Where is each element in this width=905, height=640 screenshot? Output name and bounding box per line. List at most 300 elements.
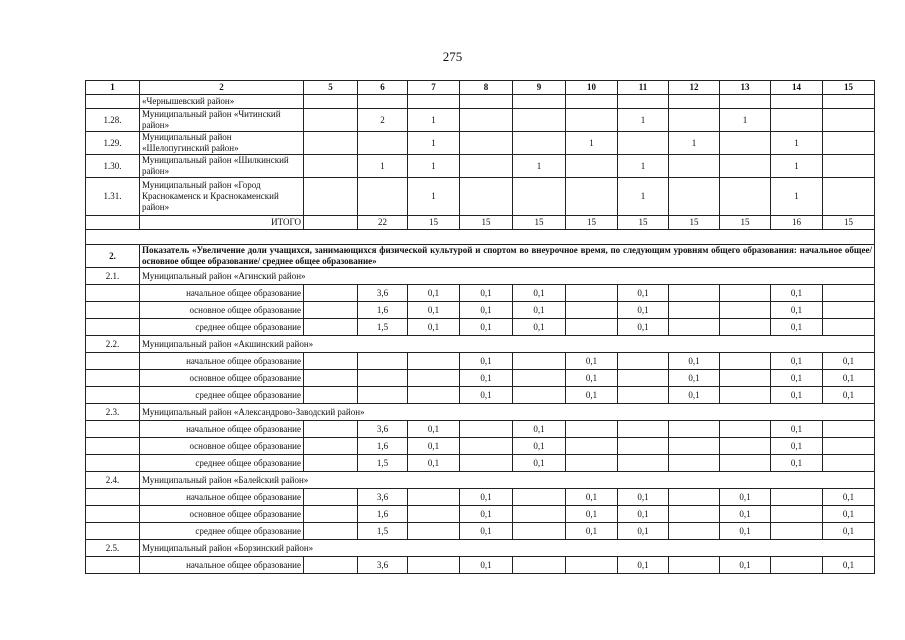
- row-number: [86, 557, 140, 574]
- value-cell: 0,1: [408, 302, 460, 319]
- value-cell: [408, 489, 460, 506]
- value-cell: [618, 132, 669, 155]
- value-cell: [408, 506, 460, 523]
- row-number: [86, 438, 140, 455]
- district-name: Муниципальный район «Шелопугинский район»: [140, 132, 304, 155]
- value-cell: 22: [358, 216, 408, 230]
- value-cell: 1: [408, 155, 460, 178]
- value-cell: 0,1: [823, 387, 875, 404]
- value-cell: [408, 353, 460, 370]
- education-level-row: [86, 370, 875, 387]
- value-cell: 15: [566, 216, 618, 230]
- value-cell: [720, 95, 771, 109]
- value-cell: 1,5: [358, 319, 408, 336]
- spacer-row: [86, 230, 875, 245]
- value-cell: [460, 109, 513, 132]
- value-cell: 1: [408, 178, 460, 216]
- value-cell: 0,1: [408, 319, 460, 336]
- total-row: [86, 216, 875, 230]
- row-number: 1.28.: [86, 109, 140, 132]
- value-cell: 0,1: [460, 523, 513, 540]
- education-level-label: среднее общее образование: [140, 319, 304, 336]
- row-number: [86, 216, 140, 230]
- value-cell: 0,1: [460, 285, 513, 302]
- column-header: 15: [823, 81, 875, 95]
- value-cell: 15: [669, 216, 720, 230]
- value-cell: [669, 557, 720, 574]
- value-cell: [304, 438, 358, 455]
- value-cell: [669, 506, 720, 523]
- value-cell: 0,1: [566, 387, 618, 404]
- value-cell: [358, 387, 408, 404]
- value-cell: [669, 319, 720, 336]
- value-cell: [720, 285, 771, 302]
- value-cell: [566, 109, 618, 132]
- value-cell: [304, 302, 358, 319]
- value-cell: [720, 387, 771, 404]
- indicator-number: 2.: [86, 245, 140, 268]
- value-cell: [669, 438, 720, 455]
- row-number: [86, 387, 140, 404]
- value-cell: 1: [669, 132, 720, 155]
- value-cell: [304, 455, 358, 472]
- value-cell: [823, 178, 875, 216]
- value-cell: [566, 155, 618, 178]
- column-header: 7: [408, 81, 460, 95]
- value-cell: [618, 438, 669, 455]
- value-cell: 0,1: [669, 387, 720, 404]
- value-cell: 3,6: [358, 557, 408, 574]
- indicator-text: Показатель «Увеличение доли учащихся, занимающихся физической культурой и спортом во внеурочное время, по следующим уровням общего образования: начальное общее/основное общее образование/ среднее общее образование»: [140, 245, 875, 268]
- row-number: 2.2.: [86, 336, 140, 353]
- column-header: 10: [566, 81, 618, 95]
- value-cell: [720, 178, 771, 216]
- value-cell: [566, 319, 618, 336]
- district-row: [86, 95, 875, 109]
- value-cell: [358, 353, 408, 370]
- value-cell: 0,1: [460, 319, 513, 336]
- education-level-row: [86, 353, 875, 370]
- district-name: Муниципальный район «Александрово-Заводский район»: [140, 404, 875, 421]
- value-cell: [460, 95, 513, 109]
- value-cell: [720, 370, 771, 387]
- value-cell: [823, 132, 875, 155]
- value-cell: 0,1: [771, 353, 823, 370]
- value-cell: 1: [771, 155, 823, 178]
- value-cell: [408, 523, 460, 540]
- value-cell: [720, 319, 771, 336]
- value-cell: 15: [513, 216, 566, 230]
- value-cell: [618, 421, 669, 438]
- value-cell: 1: [408, 132, 460, 155]
- value-cell: 0,1: [460, 353, 513, 370]
- education-level-row: [86, 455, 875, 472]
- value-cell: [304, 370, 358, 387]
- district-row: [86, 178, 875, 216]
- value-cell: [771, 489, 823, 506]
- value-cell: 3,6: [358, 489, 408, 506]
- value-cell: 1,6: [358, 302, 408, 319]
- value-cell: 0,1: [460, 506, 513, 523]
- column-header: 11: [618, 81, 669, 95]
- education-level-label: начальное общее образование: [140, 353, 304, 370]
- value-cell: 0,1: [566, 506, 618, 523]
- district-name: Муниципальный район «Читинский район»: [140, 109, 304, 132]
- value-cell: 1: [566, 132, 618, 155]
- value-cell: [566, 178, 618, 216]
- value-cell: [669, 285, 720, 302]
- value-cell: [513, 489, 566, 506]
- value-cell: [823, 285, 875, 302]
- value-cell: [669, 155, 720, 178]
- value-cell: 3,6: [358, 421, 408, 438]
- value-cell: [304, 132, 358, 155]
- column-header: 1: [86, 81, 140, 95]
- value-cell: 0,1: [618, 557, 669, 574]
- column-header: 14: [771, 81, 823, 95]
- value-cell: [669, 178, 720, 216]
- value-cell: 15: [720, 216, 771, 230]
- value-cell: 0,1: [513, 285, 566, 302]
- value-cell: 1: [618, 155, 669, 178]
- district-name: «Чернышевский район»: [140, 95, 304, 109]
- education-level-row: [86, 489, 875, 506]
- education-level-label: основное общее образование: [140, 302, 304, 319]
- value-cell: 0,1: [771, 455, 823, 472]
- value-cell: [771, 506, 823, 523]
- value-cell: [358, 178, 408, 216]
- value-cell: 0,1: [408, 455, 460, 472]
- value-cell: [669, 489, 720, 506]
- value-cell: [408, 95, 460, 109]
- value-cell: 0,1: [513, 302, 566, 319]
- value-cell: [304, 489, 358, 506]
- row-number: [86, 506, 140, 523]
- page-number: 275: [442, 49, 463, 64]
- value-cell: [720, 353, 771, 370]
- value-cell: [566, 455, 618, 472]
- value-cell: 0,1: [460, 557, 513, 574]
- value-cell: 1,6: [358, 506, 408, 523]
- education-level-label: основное общее образование: [140, 370, 304, 387]
- value-cell: [513, 370, 566, 387]
- value-cell: [823, 421, 875, 438]
- value-cell: [513, 557, 566, 574]
- education-level-row: [86, 523, 875, 540]
- report-table: [85, 80, 875, 574]
- value-cell: [460, 178, 513, 216]
- value-cell: [513, 95, 566, 109]
- row-number: [86, 302, 140, 319]
- value-cell: [304, 506, 358, 523]
- value-cell: [304, 557, 358, 574]
- value-cell: [823, 95, 875, 109]
- value-cell: [358, 95, 408, 109]
- education-level-row: [86, 557, 875, 574]
- row-number: 2.3.: [86, 404, 140, 421]
- value-cell: [513, 132, 566, 155]
- value-cell: [618, 353, 669, 370]
- row-number: [86, 523, 140, 540]
- value-cell: 0,1: [669, 370, 720, 387]
- value-cell: 0,1: [513, 319, 566, 336]
- row-number: [86, 489, 140, 506]
- row-number: 2.1.: [86, 268, 140, 285]
- row-number: [86, 319, 140, 336]
- district-name: Муниципальный район «Город Краснокаменск и Краснокаменский район»: [140, 178, 304, 216]
- column-header: 12: [669, 81, 720, 95]
- value-cell: 0,1: [566, 489, 618, 506]
- value-cell: [304, 387, 358, 404]
- value-cell: 0,1: [408, 421, 460, 438]
- value-cell: 0,1: [720, 506, 771, 523]
- value-cell: 3,6: [358, 285, 408, 302]
- value-cell: [460, 438, 513, 455]
- district-name: Муниципальный район «Шилкинский район»: [140, 155, 304, 178]
- education-level-label: начальное общее образование: [140, 285, 304, 302]
- value-cell: [566, 302, 618, 319]
- district-name: Муниципальный район «Акшинский район»: [140, 336, 875, 353]
- district-header-row: [86, 336, 875, 353]
- value-cell: 0,1: [408, 285, 460, 302]
- value-cell: 15: [408, 216, 460, 230]
- value-cell: [720, 455, 771, 472]
- education-level-label: основное общее образование: [140, 438, 304, 455]
- value-cell: 0,1: [566, 523, 618, 540]
- district-header-row: [86, 404, 875, 421]
- value-cell: [408, 387, 460, 404]
- value-cell: 0,1: [618, 523, 669, 540]
- value-cell: [823, 155, 875, 178]
- spacer-cell: [86, 230, 875, 245]
- value-cell: 0,1: [720, 489, 771, 506]
- education-level-row: [86, 421, 875, 438]
- education-level-label: начальное общее образование: [140, 489, 304, 506]
- value-cell: 0,1: [460, 387, 513, 404]
- value-cell: [771, 95, 823, 109]
- value-cell: [304, 216, 358, 230]
- value-cell: [460, 132, 513, 155]
- value-cell: 16: [771, 216, 823, 230]
- value-cell: [408, 370, 460, 387]
- value-cell: 2: [358, 109, 408, 132]
- value-cell: 0,1: [771, 285, 823, 302]
- value-cell: 0,1: [618, 506, 669, 523]
- value-cell: [823, 438, 875, 455]
- value-cell: 1: [618, 109, 669, 132]
- row-number: 2.5.: [86, 540, 140, 557]
- value-cell: [823, 302, 875, 319]
- value-cell: 15: [823, 216, 875, 230]
- value-cell: [618, 387, 669, 404]
- total-label: ИТОГО: [140, 216, 304, 230]
- value-cell: 1,6: [358, 438, 408, 455]
- value-cell: 0,1: [513, 438, 566, 455]
- value-cell: [618, 370, 669, 387]
- district-name: Муниципальный район «Борзинский район»: [140, 540, 875, 557]
- value-cell: 0,1: [618, 285, 669, 302]
- value-cell: 0,1: [823, 489, 875, 506]
- row-number: [86, 285, 140, 302]
- education-level-row: [86, 319, 875, 336]
- value-cell: 1: [513, 155, 566, 178]
- column-header: 13: [720, 81, 771, 95]
- value-cell: [408, 557, 460, 574]
- row-number: [86, 353, 140, 370]
- value-cell: [720, 132, 771, 155]
- value-cell: 0,1: [566, 370, 618, 387]
- value-cell: [669, 95, 720, 109]
- district-row: [86, 109, 875, 132]
- value-cell: 0,1: [566, 353, 618, 370]
- value-cell: [513, 109, 566, 132]
- value-cell: [566, 557, 618, 574]
- value-cell: [669, 455, 720, 472]
- value-cell: [771, 109, 823, 132]
- value-cell: 1,5: [358, 455, 408, 472]
- value-cell: [304, 95, 358, 109]
- value-cell: [566, 95, 618, 109]
- value-cell: [304, 109, 358, 132]
- value-cell: 1: [771, 132, 823, 155]
- district-header-row: [86, 472, 875, 489]
- district-name: Муниципальный район «Агинский район»: [140, 268, 875, 285]
- value-cell: [513, 178, 566, 216]
- value-cell: 0,1: [823, 353, 875, 370]
- value-cell: [304, 421, 358, 438]
- education-level-row: [86, 387, 875, 404]
- value-cell: [566, 438, 618, 455]
- value-cell: 0,1: [513, 421, 566, 438]
- value-cell: [823, 455, 875, 472]
- value-cell: [566, 421, 618, 438]
- value-cell: 0,1: [823, 557, 875, 574]
- value-cell: [304, 523, 358, 540]
- value-cell: [618, 455, 669, 472]
- value-cell: [618, 95, 669, 109]
- value-cell: [566, 285, 618, 302]
- value-cell: [304, 155, 358, 178]
- value-cell: 0,1: [771, 438, 823, 455]
- value-cell: 1: [358, 155, 408, 178]
- header-row: [86, 81, 875, 95]
- value-cell: [771, 523, 823, 540]
- value-cell: 0,1: [823, 523, 875, 540]
- value-cell: [460, 455, 513, 472]
- column-header: 2: [140, 81, 304, 95]
- value-cell: [304, 353, 358, 370]
- value-cell: 15: [460, 216, 513, 230]
- value-cell: [460, 155, 513, 178]
- value-cell: 0,1: [408, 438, 460, 455]
- education-level-row: [86, 285, 875, 302]
- value-cell: 0,1: [771, 370, 823, 387]
- row-number: [86, 455, 140, 472]
- row-number: [86, 370, 140, 387]
- value-cell: [358, 370, 408, 387]
- value-cell: 0,1: [823, 506, 875, 523]
- district-name: Муниципальный район «Балейский район»: [140, 472, 875, 489]
- education-level-label: начальное общее образование: [140, 421, 304, 438]
- education-level-label: среднее общее образование: [140, 523, 304, 540]
- value-cell: [513, 353, 566, 370]
- value-cell: [720, 438, 771, 455]
- education-level-row: [86, 506, 875, 523]
- value-cell: [304, 285, 358, 302]
- value-cell: [720, 155, 771, 178]
- value-cell: [513, 387, 566, 404]
- district-row: [86, 132, 875, 155]
- value-cell: [669, 109, 720, 132]
- value-cell: 0,1: [513, 455, 566, 472]
- value-cell: 0,1: [618, 302, 669, 319]
- row-number: [86, 421, 140, 438]
- value-cell: 0,1: [771, 387, 823, 404]
- row-number: 2.4.: [86, 472, 140, 489]
- indicator-row: [86, 245, 875, 268]
- value-cell: 1: [408, 109, 460, 132]
- row-number: [86, 95, 140, 109]
- district-row: [86, 155, 875, 178]
- value-cell: 15: [618, 216, 669, 230]
- value-cell: 0,1: [618, 489, 669, 506]
- value-cell: 0,1: [460, 370, 513, 387]
- value-cell: [304, 178, 358, 216]
- value-cell: 0,1: [720, 523, 771, 540]
- education-level-row: [86, 438, 875, 455]
- value-cell: [720, 302, 771, 319]
- value-cell: 1: [618, 178, 669, 216]
- value-cell: [513, 506, 566, 523]
- value-cell: 0,1: [460, 302, 513, 319]
- column-header: 8: [460, 81, 513, 95]
- value-cell: [358, 132, 408, 155]
- education-level-label: среднее общее образование: [140, 455, 304, 472]
- column-header: 5: [304, 81, 358, 95]
- value-cell: 0,1: [771, 421, 823, 438]
- value-cell: 0,1: [618, 319, 669, 336]
- column-header: 9: [513, 81, 566, 95]
- value-cell: 0,1: [771, 302, 823, 319]
- value-cell: 0,1: [669, 353, 720, 370]
- value-cell: [669, 523, 720, 540]
- education-level-label: среднее общее образование: [140, 387, 304, 404]
- value-cell: 1: [771, 178, 823, 216]
- value-cell: [823, 109, 875, 132]
- value-cell: 1,5: [358, 523, 408, 540]
- row-number: 1.30.: [86, 155, 140, 178]
- value-cell: [669, 421, 720, 438]
- value-cell: [669, 302, 720, 319]
- value-cell: 0,1: [771, 319, 823, 336]
- row-number: 1.31.: [86, 178, 140, 216]
- education-level-label: основное общее образование: [140, 506, 304, 523]
- column-header: 6: [358, 81, 408, 95]
- value-cell: [771, 557, 823, 574]
- education-level-label: начальное общее образование: [140, 557, 304, 574]
- value-cell: 0,1: [720, 557, 771, 574]
- value-cell: [720, 421, 771, 438]
- district-header-row: [86, 540, 875, 557]
- district-header-row: [86, 268, 875, 285]
- value-cell: 0,1: [460, 489, 513, 506]
- row-number: 1.29.: [86, 132, 140, 155]
- education-level-row: [86, 302, 875, 319]
- value-cell: [304, 319, 358, 336]
- value-cell: [460, 421, 513, 438]
- value-cell: 1: [720, 109, 771, 132]
- value-cell: 0,1: [823, 370, 875, 387]
